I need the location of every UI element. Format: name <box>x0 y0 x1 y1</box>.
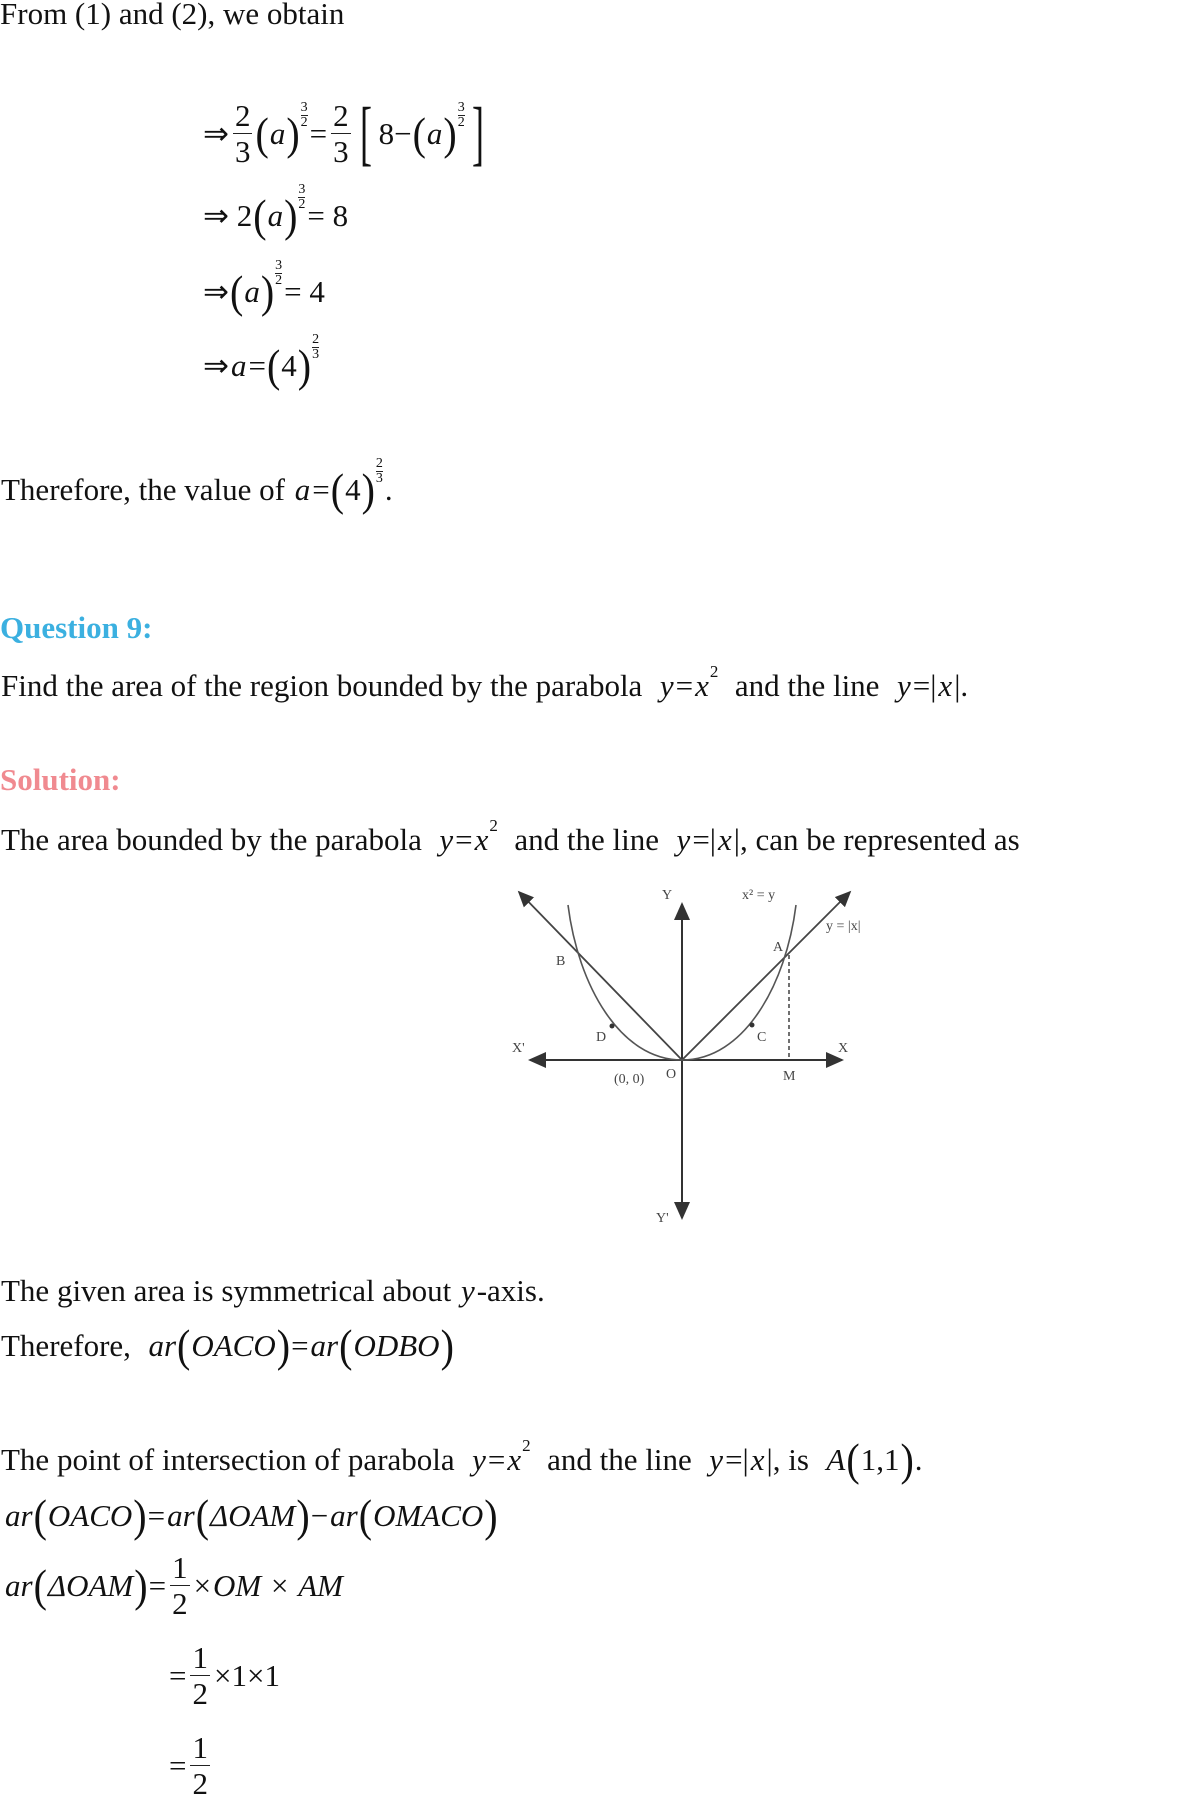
numerator: 3 <box>275 258 283 273</box>
math-symbol: A <box>826 1441 846 1477</box>
math-symbol: y <box>676 822 691 857</box>
text: = <box>455 822 473 857</box>
parenthesis: ( <box>330 463 345 516</box>
math-symbol: y <box>472 1441 486 1477</box>
math-symbol: x <box>718 822 732 857</box>
label-m: M <box>783 1069 796 1084</box>
numerator: 3 <box>298 182 306 197</box>
text: Therefore, the value of <box>1 471 293 507</box>
text: The point of intersection of parabola <box>1 1441 471 1477</box>
text: -axis. <box>476 1273 545 1308</box>
text: = 8 <box>307 197 349 233</box>
text: ⇒ <box>203 347 229 383</box>
parenthesis: ) <box>284 189 298 242</box>
math-symbol: y <box>659 668 674 703</box>
fraction <box>170 1552 190 1619</box>
numerator: 2 <box>333 98 349 133</box>
math-symbol: x <box>507 1441 522 1477</box>
numerator: 1 <box>172 1550 188 1585</box>
point-c <box>750 1023 755 1028</box>
text: 8− <box>378 115 412 151</box>
text: =| <box>725 1441 749 1477</box>
parenthesis: ) <box>900 1433 914 1486</box>
text: = <box>169 1657 187 1693</box>
math-symbol: ar <box>167 1497 195 1533</box>
denominator: 3 <box>312 347 320 362</box>
label-x-prime: X' <box>512 1041 525 1056</box>
parenthesis: ) <box>484 1489 498 1542</box>
denominator: 2 <box>192 1766 208 1801</box>
solution-heading: Solution: <box>0 762 121 797</box>
symmetry-text <box>0 1273 546 1309</box>
parenthesis: ) <box>286 107 300 160</box>
text: =| <box>692 822 717 857</box>
text: − <box>310 1497 329 1533</box>
denominator: 2 <box>192 1676 208 1711</box>
text: = <box>309 115 328 151</box>
parenthesis: ) <box>443 107 457 160</box>
label-d: D <box>596 1030 607 1045</box>
math-symbol: ΔOAM <box>210 1497 296 1533</box>
text: and the line <box>719 668 895 703</box>
math-symbol: x <box>474 822 489 857</box>
denominator: 2 <box>275 273 283 288</box>
math-symbol: y <box>896 668 911 703</box>
math-symbol: ar <box>5 1497 33 1533</box>
denominator: 2 <box>457 115 465 130</box>
math-symbol: OACO <box>47 1497 133 1533</box>
text: ×1×1 <box>213 1657 280 1693</box>
parenthesis: ( <box>195 1489 210 1542</box>
equation-oam <box>4 1552 344 1619</box>
parenthesis: ( <box>266 339 281 392</box>
text: = <box>148 1567 167 1603</box>
intersection-text <box>0 1433 924 1486</box>
math-symbol: ar <box>310 1327 339 1363</box>
therefore-ar-line <box>0 1319 454 1372</box>
text: 1,1 <box>860 1441 900 1477</box>
text: and the line <box>498 822 675 857</box>
text: × <box>193 1567 212 1603</box>
math-symbol: AM <box>298 1567 344 1603</box>
equation-oam-step-2 <box>168 1642 281 1709</box>
denominator: 2 <box>172 1586 188 1621</box>
numerator: 2 <box>375 456 383 471</box>
text: = <box>169 1747 187 1783</box>
text: ⇒ <box>203 273 229 309</box>
math-symbol: ΔOAM <box>47 1567 134 1603</box>
math-symbol: x <box>750 1441 765 1477</box>
math-symbol: a <box>269 115 286 151</box>
equation-oam-step-3 <box>168 1732 213 1799</box>
text: Find the area of the region bounded by the parabola <box>1 668 658 703</box>
numerator: 1 <box>192 1640 208 1675</box>
math-symbol: a <box>230 347 247 383</box>
math-symbol: ar <box>330 1497 358 1533</box>
label-x: X <box>838 1041 849 1056</box>
text: × <box>263 1567 297 1603</box>
parenthesis: ) <box>276 1319 291 1372</box>
math-symbol: OACO <box>191 1327 276 1363</box>
math-symbol: x <box>938 668 953 703</box>
denominator: 2 <box>298 197 306 212</box>
parenthesis: ( <box>33 1489 47 1542</box>
parenthesis: ( <box>177 1319 191 1372</box>
text: = <box>147 1497 166 1533</box>
bracket: [ <box>359 93 372 173</box>
label-line: y = |x| <box>826 919 861 934</box>
label-a: A <box>773 940 784 955</box>
math-symbol: ODBO <box>353 1327 440 1363</box>
math-symbol: a <box>294 471 311 507</box>
parenthesis: ( <box>412 107 426 160</box>
parenthesis: ( <box>339 1319 353 1372</box>
parenthesis: ) <box>296 1489 310 1542</box>
label-parabola: x² = y <box>742 888 776 903</box>
text: =| <box>912 668 937 703</box>
equation-oaco <box>4 1489 498 1542</box>
question-heading: Question 9: <box>0 610 153 645</box>
numerator: 2 <box>312 332 320 347</box>
math-symbol: y <box>460 1273 475 1308</box>
text: = <box>291 1327 309 1363</box>
denominator: 3 <box>333 134 349 169</box>
parenthesis: ) <box>297 339 312 392</box>
text: 4 <box>281 347 297 383</box>
text: . <box>384 471 393 507</box>
text: The area bounded by the parabola <box>1 822 438 857</box>
text: = <box>487 1441 506 1477</box>
text: . <box>914 1441 923 1477</box>
parenthesis: ( <box>846 1433 860 1486</box>
fraction <box>190 1642 210 1709</box>
parenthesis: ) <box>134 1559 148 1612</box>
text: The given area is symmetrical about <box>1 1273 459 1308</box>
math-symbol: a <box>244 273 260 309</box>
parenthesis: ( <box>253 189 267 242</box>
text: Therefore, <box>1 1327 147 1363</box>
denominator: 3 <box>375 471 383 486</box>
label-y-prime: Y' <box>656 1211 669 1226</box>
numerator: 3 <box>457 100 465 115</box>
numerator: 1 <box>192 1730 208 1765</box>
math-symbol: ar <box>148 1327 177 1363</box>
label-c: C <box>757 1030 767 1045</box>
math-symbol: a <box>426 115 443 151</box>
math-symbol: a <box>267 197 284 233</box>
numerator: 3 <box>300 100 308 115</box>
math-symbol: y <box>709 1441 724 1477</box>
text: and the line <box>531 1441 708 1477</box>
math-symbol: x <box>695 668 709 703</box>
parenthesis: ( <box>358 1489 373 1542</box>
superscript: 2 <box>489 816 498 835</box>
math-symbol: OMACO <box>373 1497 484 1533</box>
fraction <box>190 1732 210 1799</box>
text: |. <box>954 668 969 703</box>
intro-text: From (1) and (2), we obtain <box>0 0 345 31</box>
parenthesis: ) <box>133 1489 147 1542</box>
text: 4 <box>345 471 361 507</box>
point-d <box>610 1024 615 1029</box>
parenthesis: ) <box>440 1319 454 1372</box>
parenthesis: ) <box>361 463 375 516</box>
label-o: O <box>666 1067 677 1082</box>
parenthesis: ( <box>229 265 244 318</box>
label-b: B <box>556 954 566 969</box>
math-symbol: OM <box>213 1567 262 1603</box>
text: = <box>312 471 330 507</box>
denominator: 2 <box>300 115 308 130</box>
label-origin: (0, 0) <box>614 1072 645 1087</box>
parenthesis: ) <box>260 265 275 318</box>
math-symbol: y <box>439 822 454 857</box>
label-y: Y <box>662 888 673 903</box>
superscript: 2 <box>709 662 719 681</box>
text: = <box>675 668 694 703</box>
bracket: ] <box>471 93 484 173</box>
denominator: 3 <box>234 134 251 169</box>
text: ⇒ 2 <box>203 197 253 233</box>
text: |, can be represented as <box>733 822 1020 857</box>
parenthesis: ( <box>255 107 269 160</box>
text: ⇒ <box>203 115 229 151</box>
superscript: 2 <box>522 1435 531 1455</box>
text: = 4 <box>284 273 325 309</box>
math-symbol: ar <box>5 1567 33 1603</box>
parenthesis: ( <box>33 1559 47 1612</box>
text: |, is <box>766 1441 825 1477</box>
numerator: 2 <box>234 98 251 133</box>
text: = <box>248 347 266 383</box>
